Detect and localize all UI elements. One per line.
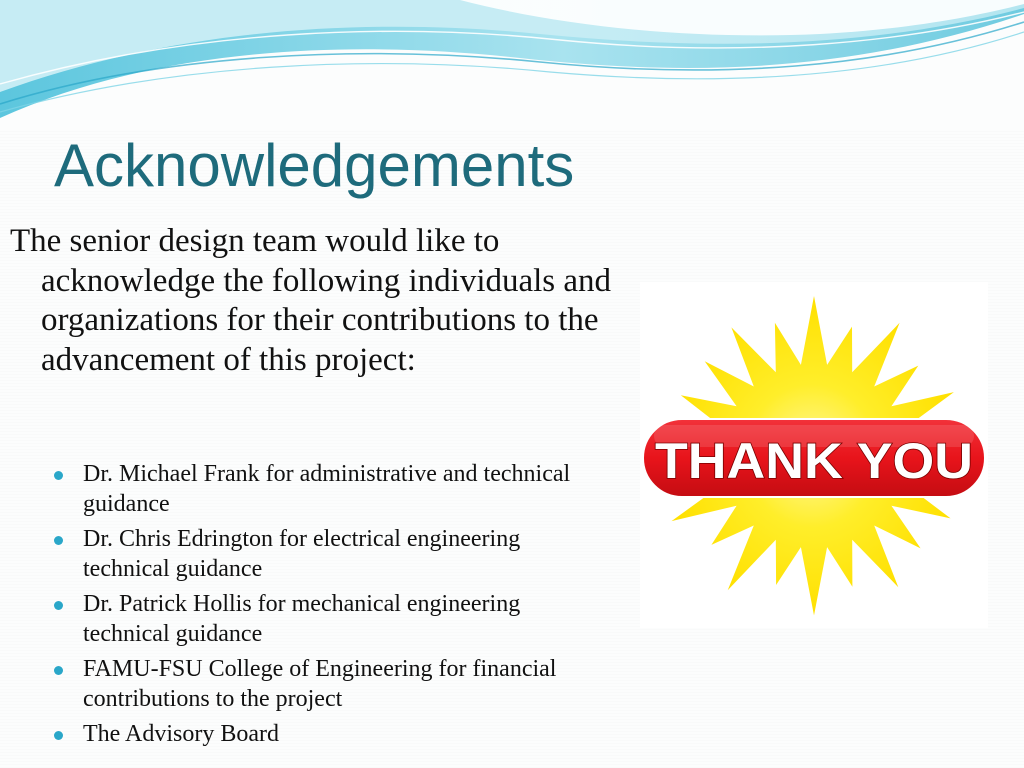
list-item <box>54 590 594 649</box>
thank-you-starburst-graphic <box>640 282 988 628</box>
bullet-icon <box>54 536 63 545</box>
intro-paragraph: The senior design team would like to acknowledge the following individuals and organizations for their contributions to the advancement of this project: <box>10 223 612 378</box>
list-item-text: Dr. Patrick Hollis for mechanical engineering technical guidance <box>83 591 521 647</box>
list-item-text: Dr. Michael Frank for administrative and technical guidance <box>83 461 571 517</box>
bullet-icon <box>54 601 63 610</box>
list-item-text: The Advisory Board <box>83 721 279 747</box>
slide-title: Acknowledgements <box>54 132 575 199</box>
list-item <box>54 720 594 750</box>
wave-banner-decoration <box>0 0 1024 130</box>
bullet-icon <box>54 471 63 480</box>
bullet-icon <box>54 731 63 740</box>
list-item-text: Dr. Chris Edrington for electrical engineering technical guidance <box>83 526 521 582</box>
list-item <box>54 655 594 714</box>
thank-you-text: THANK YOU <box>655 433 973 489</box>
acknowledgement-list <box>54 460 594 756</box>
thank-you-image <box>640 282 988 628</box>
list-item <box>54 460 594 519</box>
bullet-icon <box>54 666 63 675</box>
list-item <box>54 525 594 584</box>
list-item-text: FAMU-FSU College of Engineering for financial contributions to the project <box>83 656 557 712</box>
